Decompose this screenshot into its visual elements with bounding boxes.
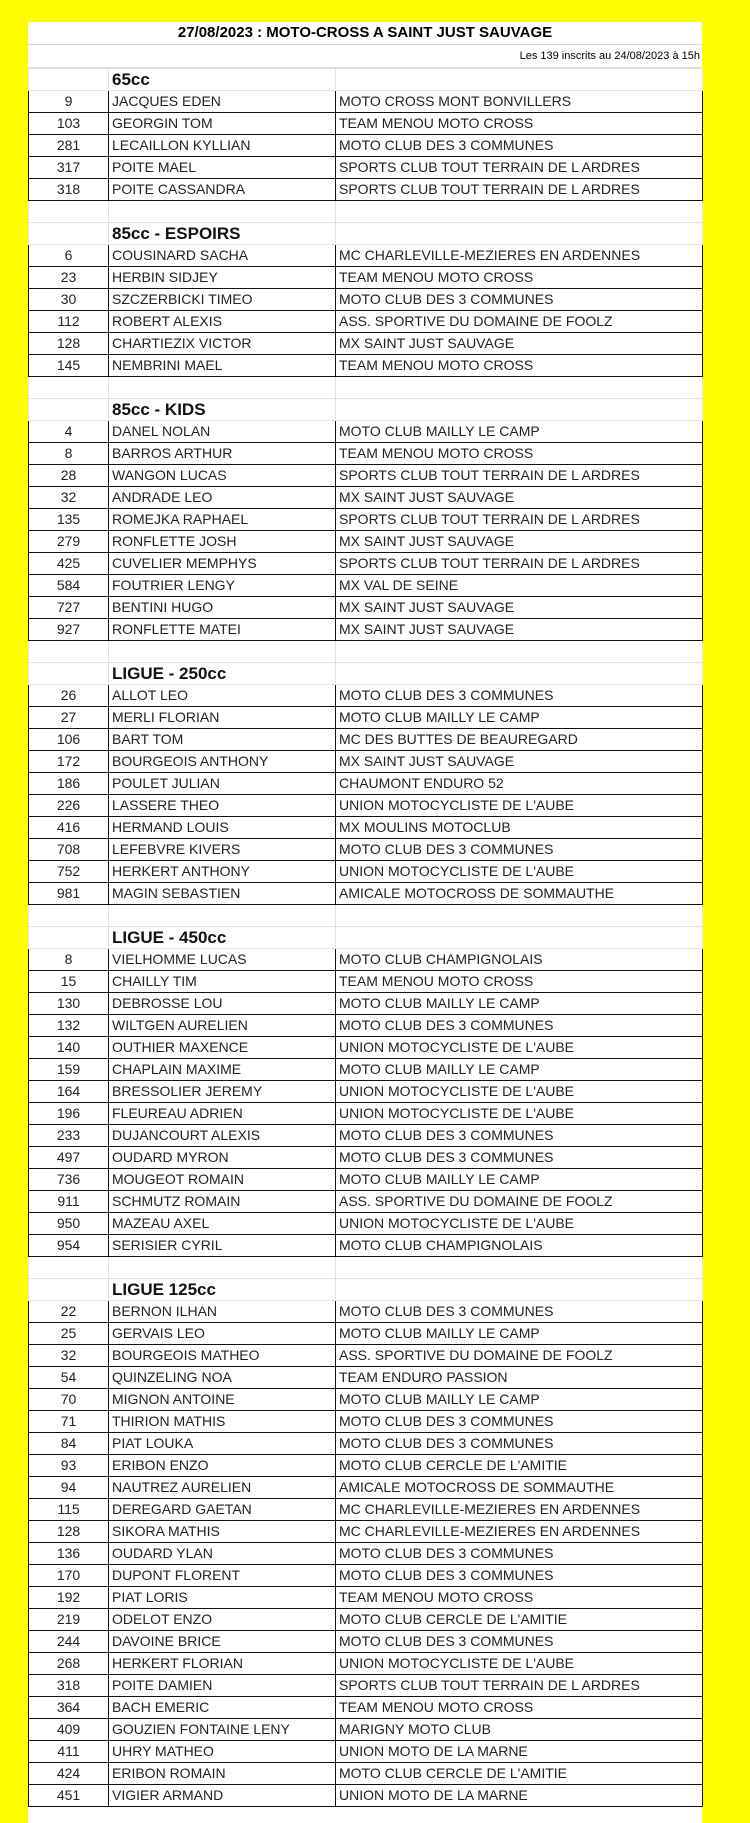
table-row [29,1367,703,1389]
rider-name: PIAT LOUKA [109,1433,336,1455]
rider-number: 233 [29,1125,109,1147]
rider-name: UHRY MATHEO [109,1741,336,1763]
table-row [29,355,703,377]
table-row [29,113,703,135]
rider-club: AMICALE MOTOCROSS DE SOMMAUTHE [336,1477,703,1499]
rider-club: MOTO CLUB DES 3 COMMUNES [336,1147,703,1169]
table-row [29,729,703,751]
rider-number: 950 [29,1213,109,1235]
rider-number: 25 [29,1323,109,1345]
category-name: 65cc [109,69,336,91]
table-row [29,1433,703,1455]
table-row [29,1037,703,1059]
page-subtitle: Les 139 inscrits au 24/08/2023 à 15h [28,45,702,68]
rider-club: MOTO CLUB DES 3 COMMUNES [336,1543,703,1565]
table-row [29,685,703,707]
rider-name: VIGIER ARMAND [109,1785,336,1807]
table-row [29,1169,703,1191]
rider-name: ALLOT LEO [109,685,336,707]
table-row [29,1235,703,1257]
spacer-row [29,1257,703,1279]
rider-club: MC DES BUTTES DE BEAUREGARD [336,729,703,751]
rider-name: ROMEJKA RAPHAEL [109,509,336,531]
rider-club: MOTO CLUB DES 3 COMMUNES [336,839,703,861]
rider-name: SCHMUTZ ROMAIN [109,1191,336,1213]
table-row [29,993,703,1015]
rider-number: 911 [29,1191,109,1213]
rider-name: HERKERT FLORIAN [109,1653,336,1675]
spacer-row [29,201,703,223]
rider-club: MOTO CLUB DES 3 COMMUNES [336,1301,703,1323]
table-row [29,1389,703,1411]
rider-club: SPORTS CLUB TOUT TERRAIN DE L ARDRES [336,465,703,487]
rider-number: 115 [29,1499,109,1521]
rider-club: MOTO CLUB CHAMPIGNOLAIS [336,1235,703,1257]
table-row [29,1763,703,1785]
rider-number: 15 [29,971,109,993]
spacer-row [29,905,703,927]
rider-name: RONFLETTE JOSH [109,531,336,553]
rider-number: 93 [29,1455,109,1477]
rider-name: ERIBON ENZO [109,1455,336,1477]
table-row [29,1697,703,1719]
rider-number: 26 [29,685,109,707]
rider-number: 22 [29,1301,109,1323]
rider-name: POITE CASSANDRA [109,179,336,201]
rider-number: 159 [29,1059,109,1081]
table-row [29,795,703,817]
rider-club: MX SAINT JUST SAUVAGE [336,333,703,355]
table-row [29,817,703,839]
rider-club: MX SAINT JUST SAUVAGE [336,751,703,773]
rider-club: MOTO CLUB MAILLY LE CAMP [336,1389,703,1411]
category-header-row [29,69,703,91]
rider-club: MOTO CLUB CHAMPIGNOLAIS [336,949,703,971]
table-row [29,971,703,993]
rider-number: 279 [29,531,109,553]
rider-number: 71 [29,1411,109,1433]
rider-club: MOTO CLUB MAILLY LE CAMP [336,993,703,1015]
rider-name: SIKORA MATHIS [109,1521,336,1543]
rider-club: ASS. SPORTIVE DU DOMAINE DE FOOLZ [336,1345,703,1367]
rider-name: OUTHIER MAXENCE [109,1037,336,1059]
rider-name: QUINZELING NOA [109,1367,336,1389]
rider-number: 132 [29,1015,109,1037]
rider-name: CHARTIEZIX VICTOR [109,333,336,355]
rider-club: MC CHARLEVILLE-MEZIERES EN ARDENNES [336,1499,703,1521]
rider-number: 106 [29,729,109,751]
rider-number: 145 [29,355,109,377]
rider-club: TEAM MENOU MOTO CROSS [336,267,703,289]
rider-club: MOTO CLUB DES 3 COMMUNES [336,1433,703,1455]
rider-club: TEAM MENOU MOTO CROSS [336,1697,703,1719]
rider-number: 219 [29,1609,109,1631]
rider-number: 727 [29,597,109,619]
rider-number: 244 [29,1631,109,1653]
rider-name: ERIBON ROMAIN [109,1763,336,1785]
rider-number: 112 [29,311,109,333]
rider-club: MX VAL DE SEINE [336,575,703,597]
table-row [29,949,703,971]
rider-number: 32 [29,1345,109,1367]
rider-name: VIELHOMME LUCAS [109,949,336,971]
rider-number: 364 [29,1697,109,1719]
category-name: LIGUE 125cc [109,1279,336,1301]
rider-club: UNION MOTO DE LA MARNE [336,1741,703,1763]
table-row [29,575,703,597]
rider-number: 424 [29,1763,109,1785]
rider-club: MARIGNY MOTO CLUB [336,1719,703,1741]
page-title: 27/08/2023 : MOTO-CROSS A SAINT JUST SAUVAGE [28,22,702,45]
table-row [29,487,703,509]
rider-name: FOUTRIER LENGY [109,575,336,597]
rider-number: 708 [29,839,109,861]
rider-name: CHAILLY TIM [109,971,336,993]
rider-club: MOTO CROSS MONT BONVILLERS [336,91,703,113]
table-row [29,773,703,795]
rider-number: 8 [29,949,109,971]
table-row [29,267,703,289]
entries-table-body [29,69,703,1807]
rider-name: GEORGIN TOM [109,113,336,135]
table-row [29,1565,703,1587]
rider-name: DEREGARD GAETAN [109,1499,336,1521]
rider-name: LECAILLON KYLLIAN [109,135,336,157]
table-row [29,619,703,641]
rider-number: 8 [29,443,109,465]
rider-number: 317 [29,157,109,179]
rider-number: 318 [29,179,109,201]
rider-club: SPORTS CLUB TOUT TERRAIN DE L ARDRES [336,553,703,575]
rider-club: UNION MOTOCYCLISTE DE L'AUBE [336,1037,703,1059]
category-name: LIGUE - 450cc [109,927,336,949]
table-row [29,1455,703,1477]
table-row [29,1103,703,1125]
table-row [29,1587,703,1609]
rider-name: POITE MAEL [109,157,336,179]
rider-number: 9 [29,91,109,113]
table-row [29,751,703,773]
rider-name: PIAT LORIS [109,1587,336,1609]
entries-table [28,68,703,1807]
rider-name: ANDRADE LEO [109,487,336,509]
rider-name: MAGIN SEBASTIEN [109,883,336,905]
rider-name: WANGON LUCAS [109,465,336,487]
table-row [29,1631,703,1653]
table-row [29,707,703,729]
rider-club: TEAM MENOU MOTO CROSS [336,355,703,377]
rider-number: 268 [29,1653,109,1675]
rider-club: UNION MOTOCYCLISTE DE L'AUBE [336,1081,703,1103]
rider-name: LASSERE THEO [109,795,336,817]
rider-club: ASS. SPORTIVE DU DOMAINE DE FOOLZ [336,1191,703,1213]
table-row [29,1609,703,1631]
rider-club: MOTO CLUB MAILLY LE CAMP [336,1323,703,1345]
rider-club: CHAUMONT ENDURO 52 [336,773,703,795]
rider-club: SPORTS CLUB TOUT TERRAIN DE L ARDRES [336,157,703,179]
rider-number: 128 [29,333,109,355]
rider-number: 954 [29,1235,109,1257]
table-row [29,333,703,355]
rider-number: 196 [29,1103,109,1125]
rider-club: UNION MOTOCYCLISTE DE L'AUBE [336,1653,703,1675]
rider-name: BACH EMERIC [109,1697,336,1719]
table-row [29,1345,703,1367]
rider-club: MOTO CLUB DES 3 COMMUNES [336,685,703,707]
rider-number: 103 [29,113,109,135]
rider-name: GERVAIS LEO [109,1323,336,1345]
rider-club: MOTO CLUB DES 3 COMMUNES [336,289,703,311]
table-row [29,1059,703,1081]
rider-number: 128 [29,1521,109,1543]
table-row [29,443,703,465]
rider-club: ASS. SPORTIVE DU DOMAINE DE FOOLZ [336,311,703,333]
rider-club: TEAM MENOU MOTO CROSS [336,971,703,993]
rider-name: DUJANCOURT ALEXIS [109,1125,336,1147]
rider-name: BRESSOLIER JEREMY [109,1081,336,1103]
table-row [29,839,703,861]
rider-number: 164 [29,1081,109,1103]
rider-club: MC CHARLEVILLE-MEZIERES EN ARDENNES [336,1521,703,1543]
rider-name: BOURGEOIS ANTHONY [109,751,336,773]
rider-number: 170 [29,1565,109,1587]
rider-name: DAVOINE BRICE [109,1631,336,1653]
table-row [29,1323,703,1345]
rider-club: UNION MOTOCYCLISTE DE L'AUBE [336,1213,703,1235]
table-row [29,311,703,333]
rider-number: 497 [29,1147,109,1169]
rider-club: SPORTS CLUB TOUT TERRAIN DE L ARDRES [336,1675,703,1697]
rider-club: MOTO CLUB MAILLY LE CAMP [336,707,703,729]
rider-number: 584 [29,575,109,597]
rider-club: UNION MOTOCYCLISTE DE L'AUBE [336,795,703,817]
category-header-row [29,399,703,421]
category-header-row [29,1279,703,1301]
rider-number: 981 [29,883,109,905]
rider-name: HERKERT ANTHONY [109,861,336,883]
rider-club: UNION MOTOCYCLISTE DE L'AUBE [336,861,703,883]
rider-name: CUVELIER MEMPHYS [109,553,336,575]
rider-club: MOTO CLUB MAILLY LE CAMP [336,1059,703,1081]
table-row [29,883,703,905]
rider-number: 186 [29,773,109,795]
rider-club: MX SAINT JUST SAUVAGE [336,619,703,641]
rider-name: HERBIN SIDJEY [109,267,336,289]
table-row [29,553,703,575]
rider-number: 226 [29,795,109,817]
rider-club: TEAM ENDURO PASSION [336,1367,703,1389]
rider-name: SZCZERBICKI TIMEO [109,289,336,311]
rider-club: MC CHARLEVILLE-MEZIERES EN ARDENNES [336,245,703,267]
rider-name: RONFLETTE MATEI [109,619,336,641]
rider-number: 27 [29,707,109,729]
category-header-row [29,663,703,685]
table-row [29,1521,703,1543]
rider-name: NEMBRINI MAEL [109,355,336,377]
rider-club: MOTO CLUB CERCLE DE L'AMITIE [336,1455,703,1477]
rider-club: MX SAINT JUST SAUVAGE [336,531,703,553]
spacer-row [29,641,703,663]
table-row [29,289,703,311]
table-row [29,1653,703,1675]
table-row [29,91,703,113]
rider-club: TEAM MENOU MOTO CROSS [336,443,703,465]
table-row [29,1543,703,1565]
rider-club: MOTO CLUB DES 3 COMMUNES [336,1015,703,1037]
rider-club: MOTO CLUB CERCLE DE L'AMITIE [336,1763,703,1785]
rider-number: 172 [29,751,109,773]
rider-number: 54 [29,1367,109,1389]
rider-number: 28 [29,465,109,487]
rider-number: 411 [29,1741,109,1763]
rider-name: BART TOM [109,729,336,751]
rider-number: 135 [29,509,109,531]
table-row [29,1411,703,1433]
rider-number: 736 [29,1169,109,1191]
rider-club: MX SAINT JUST SAUVAGE [336,487,703,509]
rider-number: 409 [29,1719,109,1741]
category-header-row [29,927,703,949]
table-row [29,1675,703,1697]
table-row [29,179,703,201]
rider-club: MOTO CLUB DES 3 COMMUNES [336,1565,703,1587]
rider-name: MOUGEOT ROMAIN [109,1169,336,1191]
table-row [29,1741,703,1763]
category-header-row [29,223,703,245]
table-row [29,1125,703,1147]
rider-club: TEAM MENOU MOTO CROSS [336,113,703,135]
rider-name: BENTINI HUGO [109,597,336,619]
rider-number: 130 [29,993,109,1015]
table-row [29,861,703,883]
rider-club: MOTO CLUB MAILLY LE CAMP [336,421,703,443]
rider-club: MX SAINT JUST SAUVAGE [336,597,703,619]
rider-number: 281 [29,135,109,157]
rider-club: MOTO CLUB MAILLY LE CAMP [336,1169,703,1191]
table-row [29,1081,703,1103]
rider-name: GOUZIEN FONTAINE LENY [109,1719,336,1741]
rider-club: SPORTS CLUB TOUT TERRAIN DE L ARDRES [336,179,703,201]
rider-name: BOURGEOIS MATHEO [109,1345,336,1367]
rider-number: 94 [29,1477,109,1499]
rider-name: JACQUES EDEN [109,91,336,113]
rider-club: MOTO CLUB CERCLE DE L'AMITIE [336,1609,703,1631]
table-row [29,1785,703,1807]
table-row [29,1147,703,1169]
rider-club: UNION MOTO DE LA MARNE [336,1785,703,1807]
table-row [29,1301,703,1323]
rider-number: 30 [29,289,109,311]
table-row [29,531,703,553]
rider-name: OUDARD YLAN [109,1543,336,1565]
rider-name: CHAPLAIN MAXIME [109,1059,336,1081]
rider-number: 140 [29,1037,109,1059]
rider-name: ODELOT ENZO [109,1609,336,1631]
table-row [29,465,703,487]
table-row [29,245,703,267]
rider-name: FLEUREAU ADRIEN [109,1103,336,1125]
table-row [29,1015,703,1037]
rider-name: DEBROSSE LOU [109,993,336,1015]
rider-name: LEFEBVRE KIVERS [109,839,336,861]
rider-name: POITE DAMIEN [109,1675,336,1697]
rider-number: 6 [29,245,109,267]
table-row [29,1499,703,1521]
category-name: LIGUE - 250cc [109,663,336,685]
rider-number: 416 [29,817,109,839]
rider-name: HERMAND LOUIS [109,817,336,839]
rider-name: MAZEAU AXEL [109,1213,336,1235]
rider-club: TEAM MENOU MOTO CROSS [336,1587,703,1609]
rider-club: MX MOULINS MOTOCLUB [336,817,703,839]
table-row [29,135,703,157]
category-name: 85cc - KIDS [109,399,336,421]
rider-number: 451 [29,1785,109,1807]
rider-name: THIRION MATHIS [109,1411,336,1433]
table-row [29,597,703,619]
spacer-row [29,377,703,399]
rider-club: MOTO CLUB DES 3 COMMUNES [336,1631,703,1653]
rider-club: AMICALE MOTOCROSS DE SOMMAUTHE [336,883,703,905]
table-row [29,1191,703,1213]
category-name: 85cc - ESPOIRS [109,223,336,245]
rider-name: MIGNON ANTOINE [109,1389,336,1411]
rider-name: DUPONT FLORENT [109,1565,336,1587]
rider-club: MOTO CLUB DES 3 COMMUNES [336,135,703,157]
rider-name: MERLI FLORIAN [109,707,336,729]
table-row [29,1477,703,1499]
rider-name: BARROS ARTHUR [109,443,336,465]
rider-number: 752 [29,861,109,883]
rider-number: 84 [29,1433,109,1455]
rider-club: MOTO CLUB DES 3 COMMUNES [336,1125,703,1147]
table-row [29,509,703,531]
rider-name: ROBERT ALEXIS [109,311,336,333]
rider-number: 425 [29,553,109,575]
rider-name: BERNON ILHAN [109,1301,336,1323]
table-row [29,157,703,179]
rider-name: OUDARD MYRON [109,1147,336,1169]
rider-club: MOTO CLUB DES 3 COMMUNES [336,1411,703,1433]
rider-name: WILTGEN AURELIEN [109,1015,336,1037]
rider-club: SPORTS CLUB TOUT TERRAIN DE L ARDRES [336,509,703,531]
rider-number: 70 [29,1389,109,1411]
rider-number: 4 [29,421,109,443]
table-row [29,1719,703,1741]
rider-club: UNION MOTOCYCLISTE DE L'AUBE [336,1103,703,1125]
rider-number: 23 [29,267,109,289]
rider-number: 927 [29,619,109,641]
rider-name: DANEL NOLAN [109,421,336,443]
rider-name: COUSINARD SACHA [109,245,336,267]
document-page [28,22,702,1823]
rider-name: SERISIER CYRIL [109,1235,336,1257]
rider-number: 136 [29,1543,109,1565]
table-row [29,421,703,443]
rider-number: 318 [29,1675,109,1697]
rider-name: POULET JULIAN [109,773,336,795]
rider-number: 192 [29,1587,109,1609]
rider-number: 32 [29,487,109,509]
rider-name: NAUTREZ AURELIEN [109,1477,336,1499]
table-row [29,1213,703,1235]
